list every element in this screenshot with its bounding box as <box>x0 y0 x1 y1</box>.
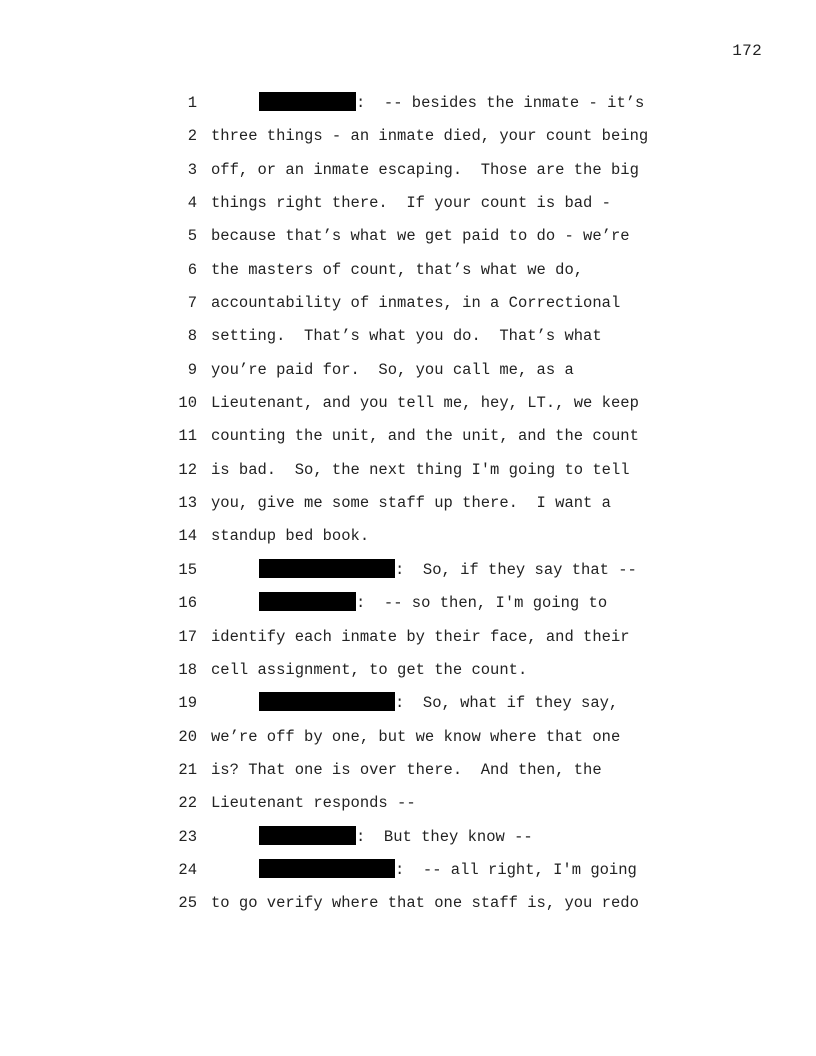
line-content: Lieutenant, and you tell me, hey, LT., we keep <box>211 394 639 413</box>
redaction-bar <box>259 826 356 845</box>
line-content: accountability of inmates, in a Correctional <box>211 294 621 313</box>
line-text <box>211 487 611 520</box>
line-number: 4 <box>187 194 197 213</box>
line-content: to go verify where that one staff is, you redo <box>211 894 639 913</box>
line-number: 10 <box>178 394 197 413</box>
line-text <box>259 587 607 620</box>
line-text <box>211 320 602 353</box>
transcript-line <box>170 287 690 320</box>
redaction-bar <box>259 92 356 111</box>
line-number: 3 <box>187 160 197 179</box>
transcript-line <box>170 420 690 453</box>
transcript-line <box>170 554 690 587</box>
redaction-bar <box>259 859 395 878</box>
line-number: 7 <box>187 294 197 313</box>
line-content: : But they know -- <box>356 827 533 846</box>
line-content: we’re off by one, but we know where that one <box>211 727 621 746</box>
line-text <box>211 287 620 320</box>
line-content: setting. That’s what you do. That’s what <box>211 327 602 346</box>
transcript-body <box>170 87 690 921</box>
transcript-line <box>170 520 690 553</box>
line-text <box>211 887 639 920</box>
line-number: 20 <box>178 727 197 746</box>
line-content: you’re paid for. So, you call me, as a <box>211 360 574 379</box>
page-number: 172 <box>732 42 762 60</box>
transcript-line <box>170 821 690 854</box>
line-number: 6 <box>187 260 197 279</box>
line-content: identify each inmate by their face, and their <box>211 627 630 646</box>
line-number: 1 <box>187 94 197 112</box>
transcript-line <box>170 87 690 120</box>
line-text <box>211 454 630 487</box>
transcript-line <box>170 120 690 153</box>
line-text <box>211 520 369 553</box>
line-content: things right there. If your count is bad - <box>211 194 611 213</box>
line-text <box>211 621 630 654</box>
line-number: 24 <box>178 860 197 879</box>
line-text <box>211 721 620 754</box>
line-content: you, give me some staff up there. I want a <box>211 494 611 513</box>
line-content: is bad. So, the next thing I'm going to tell <box>211 460 630 479</box>
transcript-line <box>170 187 690 220</box>
transcript-line <box>170 854 690 887</box>
line-number: 11 <box>178 427 197 446</box>
line-number: 22 <box>178 794 197 813</box>
line-number: 5 <box>187 227 197 246</box>
line-content: : -- besides the inmate - it’s <box>356 94 645 112</box>
line-text <box>211 120 648 153</box>
line-number: 2 <box>187 127 197 146</box>
transcript-line <box>170 354 690 387</box>
line-text <box>211 420 639 453</box>
line-content: : So, if they say that -- <box>395 560 637 579</box>
line-content: standup bed book. <box>211 527 370 546</box>
transcript-line <box>170 754 690 787</box>
line-text <box>211 187 611 220</box>
line-text <box>211 654 527 687</box>
line-content: off, or an inmate escaping. Those are the big <box>211 160 639 179</box>
line-number: 13 <box>178 494 197 513</box>
transcript-line <box>170 687 690 720</box>
transcript-line <box>170 587 690 620</box>
redaction-bar <box>259 559 395 578</box>
line-content: counting the unit, and the unit, and the count <box>211 427 639 446</box>
line-number: 8 <box>187 327 197 346</box>
transcript-line <box>170 220 690 253</box>
line-content: the masters of count, that’s what we do, <box>211 260 584 279</box>
transcript-line <box>170 154 690 187</box>
line-number: 14 <box>178 527 197 546</box>
transcript-line <box>170 787 690 820</box>
line-number: 18 <box>178 660 197 679</box>
transcript-line <box>170 654 690 687</box>
line-text <box>211 387 639 420</box>
line-content: : -- all right, I'm going <box>395 860 637 879</box>
line-text <box>211 254 583 287</box>
line-text <box>211 787 416 820</box>
line-number: 12 <box>178 460 197 479</box>
line-content: : -- so then, I'm going to <box>356 594 608 613</box>
line-number: 23 <box>178 827 197 846</box>
transcript-line <box>170 887 690 920</box>
transcript-line <box>170 254 690 287</box>
line-text <box>259 821 533 854</box>
line-content: because that’s what we get paid to do - we’re <box>211 227 630 246</box>
line-content: is? That one is over there. And then, the <box>211 760 602 779</box>
line-text <box>259 554 637 587</box>
line-number: 9 <box>187 360 197 379</box>
line-text <box>211 354 574 387</box>
line-text <box>259 687 618 720</box>
transcript-line <box>170 320 690 353</box>
line-content: cell assignment, to get the count. <box>211 660 528 679</box>
transcript-line <box>170 387 690 420</box>
line-number: 21 <box>178 760 197 779</box>
redaction-bar <box>259 592 356 611</box>
line-text <box>211 220 630 253</box>
line-text <box>211 754 602 787</box>
line-content: : So, what if they say, <box>395 694 619 713</box>
line-number: 19 <box>178 694 197 713</box>
line-number: 15 <box>178 560 197 579</box>
redaction-bar <box>259 692 395 711</box>
transcript-line <box>170 487 690 520</box>
line-number: 17 <box>178 627 197 646</box>
line-number: 25 <box>178 894 197 913</box>
line-content: three things - an inmate died, your count being <box>211 127 649 146</box>
line-text <box>211 154 639 187</box>
transcript-line <box>170 721 690 754</box>
line-text <box>259 87 644 120</box>
transcript-line <box>170 621 690 654</box>
line-text <box>259 854 637 887</box>
line-number: 16 <box>178 594 197 613</box>
transcript-line <box>170 454 690 487</box>
line-content: Lieutenant responds -- <box>211 794 416 813</box>
